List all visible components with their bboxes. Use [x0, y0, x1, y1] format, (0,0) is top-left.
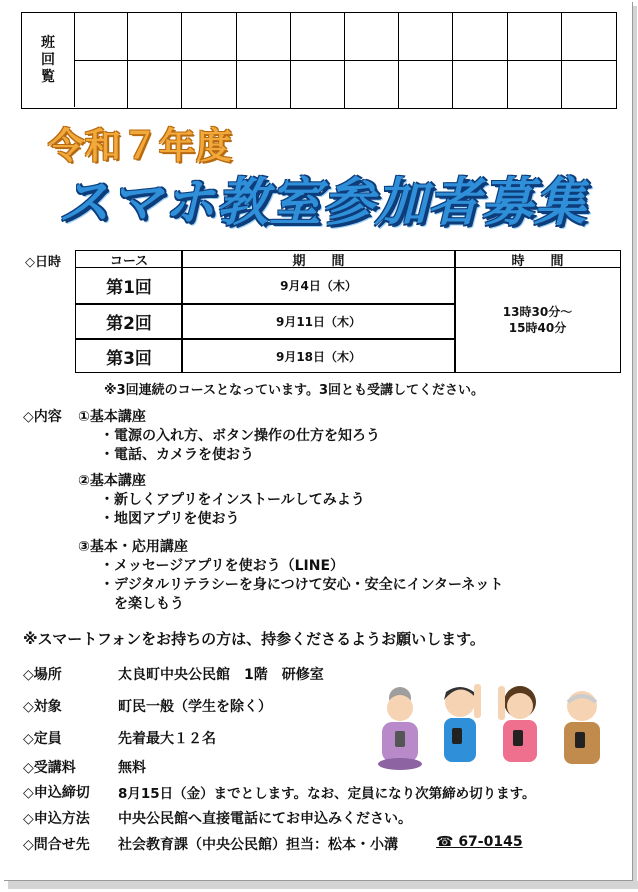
content-label: ◇内容 — [23, 409, 62, 425]
section-3-item-1: ・メッセージアプリを使おう（LINE） — [100, 558, 345, 574]
section-1-item-2: ・電話、カメラを使おう — [100, 447, 254, 463]
row-1-date: 9月4日（木） — [280, 279, 357, 293]
title-main: スマホ教室参加者募集 — [58, 173, 587, 233]
grandma-figure — [378, 687, 422, 770]
info-capacity-value: 先着最大１２名 — [118, 731, 216, 747]
woman-figure — [498, 686, 537, 762]
section-3-item-2: ・デジタルリテラシーを身につけて安心・安全にインターネット — [100, 577, 504, 593]
row-3-date: 9月18日（木） — [275, 349, 362, 364]
info-method-label: ◇申込方法 — [23, 811, 90, 827]
people-with-smartphones-illustration — [370, 676, 618, 776]
info-contact-value: 社会教育課（中央公民館）担当：松本・小溝 — [118, 837, 398, 853]
circulation-grid — [74, 13, 616, 108]
section-2-item-2: ・地図アプリを使おう — [100, 511, 240, 527]
header-period: 期 間 — [182, 251, 455, 268]
page-shadow-bottom — [8, 881, 638, 889]
section-3-heading: ③基本・応用講座 — [78, 539, 188, 555]
info-deadline-value: 8月15日（金）までとします。なお、定員になり次第締め切ります。 — [118, 786, 536, 802]
section-2-heading: ②基本講座 — [78, 473, 146, 489]
date-label: ◇日時 — [25, 255, 61, 270]
row-2-date: 9月11日（木） — [275, 315, 362, 329]
info-target-value: 町民一般（学生を除く） — [118, 699, 272, 715]
circulation-stamp-box — [21, 12, 617, 109]
info-target-label: ◇対象 — [23, 699, 62, 715]
row-1-course: 第1回 — [106, 278, 152, 298]
time-cell: 13時30分～ 15時40分 — [502, 305, 573, 335]
info-fee-value: 無料 — [118, 760, 146, 776]
section-2-item-1: ・新しくアプリをインストールしてみよう — [100, 492, 365, 508]
info-place-label: ◇場所 — [23, 667, 62, 683]
grandpa-figure — [564, 691, 600, 764]
bring-phone-notice: ※スマートフォンをお持ちの方は、持参くださるようお願いします。 — [23, 630, 485, 648]
section-1-heading: ①基本講座 — [78, 409, 146, 425]
row-3-course: 第3回 — [106, 348, 152, 369]
row-2-course: 第2回 — [106, 314, 152, 334]
contact-phone: ☎ 67-0145 — [436, 834, 523, 850]
section-3-item-3: を楽しもう — [114, 596, 184, 612]
info-place-value: 太良町中央公民館 1階 研修室 — [118, 667, 324, 683]
info-deadline-label: ◇申込締切 — [23, 785, 90, 801]
info-contact-label: ◇問合せ先 — [23, 837, 90, 853]
info-fee-label: ◇受講料 — [23, 760, 76, 776]
page-shadow-right — [633, 6, 637, 884]
header-time: 時 間 — [455, 251, 620, 268]
title-year: 令和７年度 — [48, 126, 234, 167]
schedule-note: ※3回連続のコースとなっています。3回とも受講してください。 — [104, 383, 485, 398]
circulation-label: 班 回 覧 — [22, 13, 75, 107]
schedule-table — [75, 250, 621, 373]
section-1-item-1: ・電源の入れ方、ボタン操作の仕方を知ろう — [100, 428, 380, 444]
boy-figure — [444, 684, 481, 762]
info-capacity-label: ◇定員 — [23, 731, 62, 747]
info-method-value: 中央公民館へ直接電話にてお申込みください。 — [118, 811, 412, 827]
header-course: コース — [76, 251, 182, 268]
